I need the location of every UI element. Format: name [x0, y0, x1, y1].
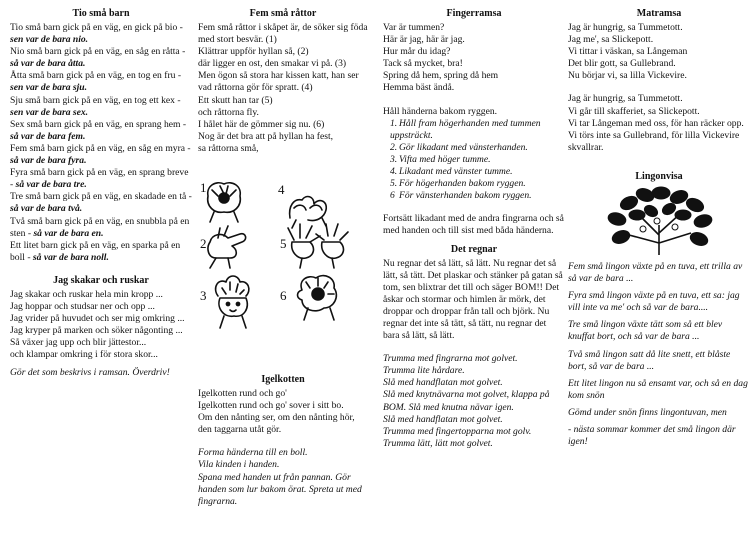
instruction-line: Slå med handflatan mot golvet.	[383, 377, 503, 389]
verse-refrain: så var de bara fyra.	[10, 155, 87, 167]
title-igelkotten: Igelkotten	[261, 374, 305, 385]
verse-refrain: så var de bara noll.	[32, 251, 109, 263]
step-text: Håll fram högerhanden med tummen uppsträckt.	[390, 117, 541, 141]
verse-refrain: så var de bara fem.	[10, 130, 86, 142]
verse-line: Jag skakar och ruskar hela min kropp ...	[10, 288, 163, 300]
hand-label-1: 1	[200, 180, 207, 195]
verse-line: Här är jag, här är jag.	[383, 34, 465, 46]
verse-text: Fem små barn gick på en väg, en såg en myra -	[10, 142, 191, 154]
verse-line: Ett litet lingon nu så ensamt var, och så en dag kom snön	[568, 377, 748, 401]
step-number: 5.	[390, 178, 398, 190]
verse-line: där ligger en ost, den smakar vi på. (3)	[198, 58, 347, 70]
hand-label-6: 6	[280, 288, 287, 303]
verse-line	[10, 191, 192, 215]
verse-refrain: sen var de bara sex.	[10, 106, 89, 118]
song-lingonvisa	[568, 261, 750, 448]
column-3	[383, 8, 565, 450]
hand-gesture-3-icon	[216, 276, 249, 328]
instruction-line: Trumma med fingrarna mot golvet.	[383, 353, 518, 365]
step-number: 6	[390, 190, 395, 202]
hand-label-4: 4	[278, 182, 285, 197]
song-igelkotten	[198, 388, 368, 436]
song-matramsa-1	[568, 22, 750, 82]
verse-text: Nio små barn gick på en väg, en såg en råtta -	[10, 46, 186, 58]
verse-line: Vi törs inte sa Gullebrand, för lilla Vickevire skvallrar.	[568, 129, 740, 153]
step-item	[390, 154, 565, 166]
notes-det-regnar	[383, 353, 565, 450]
song-det-regnar: Nu regnar det så lätt, så lätt. Nu regnar det så lätt, så tätt. Det plaskar och stänker på gatan så tom, sen blixtrar det till och säger BOM!! Det åskar och stormar och himlen är mörk, det droppar och droppar från tall och björk. Nu regnar det inte så tätt, så tätt, nu regnar det bara så lätt, så lätt.	[383, 257, 563, 342]
verse-line	[10, 46, 192, 70]
verse-line: Ett skutt han tar (5)	[198, 94, 273, 106]
step-text: Likadant med vänster tumme.	[399, 166, 513, 178]
verse-refrain: så var de bara tre.	[15, 179, 87, 191]
verse-line: Jag kryper på marken och söker någonting ...	[10, 325, 183, 337]
hand-label-3: 3	[200, 288, 207, 303]
step-item	[390, 178, 565, 190]
verse-line: Jag me', sa Slickepott.	[568, 34, 654, 46]
verse-refrain: sen var de bara nio.	[10, 34, 89, 46]
verse-refrain: sen var de bara sju.	[10, 82, 88, 94]
verse-line	[10, 240, 192, 264]
verse-line: Klättrar uppför hyllan så, (2)	[198, 46, 309, 58]
verse-line: Fem små lingon växte på en tuva, ett trilla av så var de bara ...	[568, 260, 743, 285]
verse-line: Spring då hem, spring då hem	[383, 70, 499, 82]
verse-line: Vi tittar i väskan, sa Långeman	[568, 46, 688, 58]
step-text: Gör likadant med vänsterhanden.	[399, 141, 528, 153]
verse-text: Sju små barn gick på en väg, en tog ett kex -	[10, 94, 181, 106]
verse-line: Om den nånting ser, om den nånting hör, den taggarna utåt gör.	[198, 412, 355, 436]
song-jag-skakar	[10, 289, 192, 362]
instruction-line: Trumma lätt, lätt mot golvet.	[383, 437, 493, 449]
verse-line: Var är tummen?	[383, 22, 445, 33]
step-number: 3.	[390, 153, 398, 165]
song-matramsa-2	[568, 93, 750, 153]
instruction-note: Gör det som beskrivs i ramsan. Överdriv!	[10, 367, 170, 379]
verse-line	[10, 22, 192, 46]
verse-line: Jag vrider på huvudet och ser mig omkring ...	[10, 313, 185, 325]
verse-text: Åtta små barn gick på en väg, en tog en fru -	[10, 70, 182, 82]
verse-line	[10, 95, 192, 119]
step-item	[390, 166, 565, 178]
verse-line: Nog är det bra att på hyllan ha fest,	[198, 130, 334, 142]
step-text: För vänsterhanden bakom ryggen.	[399, 190, 532, 202]
verse-line: Igelkotten rund och go' sover i sitt bo.	[198, 400, 344, 412]
verse-text: Sex små barn gick på en väg, en sprang hem -	[10, 118, 187, 130]
verse-line: Jag hoppar och studsar ner och opp ...	[10, 300, 155, 312]
verse-text: Tio små barn gick på en väg, en gick på bio -	[10, 22, 183, 33]
verse-line: Vi går till skafferiet, sa Slickepott.	[568, 105, 700, 117]
step-number: 4.	[390, 166, 398, 178]
verse-line: Nu börjar vi, sa lilla Vickevire.	[568, 70, 687, 82]
step-text: För högerhanden bakom ryggen.	[399, 178, 526, 190]
verse-refrain: så var de bara två.	[10, 203, 83, 215]
verse-line: I hålet här de gömmer sig nu. (6)	[198, 118, 325, 130]
verse-line	[10, 143, 192, 167]
instruction-line: Spana med handen ut från pannan. Gör handen som lur bakom örat. Spreta ut med fingrarna.	[198, 471, 362, 507]
song-fingerramsa	[383, 22, 565, 95]
verse-line: Tack så mycket, bra!	[383, 58, 463, 70]
verse-line: - nästa sommar kommer det små lingon där igen!	[568, 423, 736, 448]
step-number: 1.	[390, 117, 398, 129]
verse-line: Så växer jag upp och blir jättestor...	[10, 337, 147, 349]
verse-text: Fyra små barn gick på en väg, en sprang breve -	[10, 167, 189, 191]
instruction-line: Slå med knytnävarna mot golvet, klappa på BOM. Slå med knutna nävar igen.	[383, 389, 550, 413]
verse-line: och råttorna fly.	[198, 106, 259, 118]
verse-line: Det blir gott, sa Gullebrand.	[568, 58, 676, 70]
title-tio-sma-barn: Tio små barn	[72, 8, 130, 19]
verse-line: Fyra små lingon växte på en tuva, ett sa: jag vill inte va me' och så var de bara....	[568, 290, 740, 314]
verse-line: Igelkotten rund och go'	[198, 388, 287, 399]
verse-line: Två små lingon satt då lite snett, ett blåste bort, så var de bara ...	[568, 348, 731, 372]
verse-line: Gömd under snön finns lingontuvan, men	[568, 406, 727, 418]
verse-line: Men ögon så stora har kissen katt, han ser vad råttorna gör för spratt. (4)	[198, 70, 359, 94]
verse-line: sa råttorna små,	[198, 142, 259, 154]
fingerramsa-steps	[383, 118, 565, 203]
song-tio-sma-barn	[10, 22, 192, 264]
hand-illustrations	[198, 178, 363, 356]
hand-gesture-1-icon	[208, 183, 241, 222]
verse-line: Hemma bäst ändå.	[383, 82, 455, 94]
verse-line	[10, 70, 192, 94]
column-4	[568, 8, 750, 453]
step-text: Vifta med höger tumme.	[399, 153, 491, 165]
step-item	[390, 142, 565, 154]
verse-line	[10, 119, 192, 143]
hand-gesture-6-icon	[298, 276, 337, 320]
verse-refrain: så var de bara åtta.	[10, 58, 86, 70]
step-number: 2.	[390, 141, 398, 153]
instruction-line: Trumma lite hårdare.	[383, 365, 465, 377]
fingerramsa-after: Fortsätt likadant med de andra fingrarna och så med handen och till sist med båda händerna.	[383, 213, 564, 237]
column-1	[10, 8, 192, 380]
verse-line: Hur mår du idag?	[383, 46, 451, 58]
title-jag-skakar: Jag skakar och ruskar	[53, 274, 149, 286]
verse-text: Ett litet barn gick på en väg, en sparka på en boll -	[10, 239, 181, 263]
title-fingerramsa: Fingerramsa	[446, 8, 502, 19]
verse-line: Jag är hungrig, sa Tummetott.	[568, 93, 683, 105]
title-det-regnar: Det regnar	[450, 243, 498, 255]
title-matramsa: Matramsa	[636, 8, 682, 19]
verse-line: Jag är hungrig, sa Tummetott.	[568, 22, 683, 33]
verse-line: och klampar omkring i för stora skor...	[10, 349, 158, 361]
hand-gesture-4-icon	[290, 197, 327, 228]
hand-gesture-2-icon	[208, 226, 246, 268]
column-2	[198, 8, 368, 155]
notes-igelkotten	[198, 447, 368, 507]
fingerramsa-intro: Håll händerna bakom ryggen.	[383, 105, 498, 117]
verse-text: Två små barn gick på en väg, en snubbla på en sten -	[10, 215, 190, 239]
instruction-line: Forma händerna till en boll.	[198, 447, 308, 459]
instruction-line: Slå med handflatan mot golvet.	[383, 413, 503, 425]
instruction-line: Vila kinden i handen.	[198, 459, 280, 471]
title-fem-sma-rattor: Fem små råttor	[249, 8, 317, 19]
lingon-bush-icon	[599, 185, 719, 257]
verse-line: Tre små lingon växte tätt som så ett blev knuffat bort, och så var de bara ...	[568, 319, 723, 343]
verse-text: Tre små barn gick på en väg, en skadade en tå -	[10, 191, 192, 203]
column-2-lower	[198, 374, 368, 508]
song-fem-sma-rattor	[198, 22, 368, 155]
hand-label-5: 5	[280, 236, 287, 251]
hand-gesture-5-icon	[288, 224, 348, 268]
hand-label-2: 2	[200, 236, 207, 251]
verse-line	[10, 167, 192, 191]
step-item	[390, 118, 565, 142]
verse-line: Fem små råttor i skåpet är, de söker sig föda med stort besvär. (1)	[198, 22, 368, 46]
title-lingonvisa: Lingonvisa	[635, 170, 683, 182]
instruction-line: Trumma med fingertopparna mot golv.	[383, 425, 532, 437]
verse-line: Vi tar Långeman med oss, för han räcker opp.	[568, 117, 744, 129]
verse-line	[10, 216, 192, 240]
verse-refrain: så var de bara en.	[33, 227, 104, 239]
step-item	[390, 190, 565, 202]
